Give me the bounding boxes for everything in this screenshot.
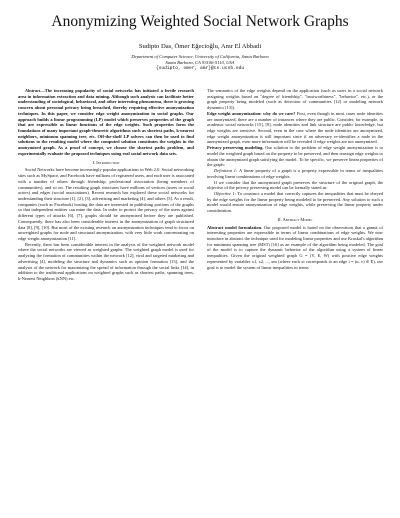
- abstract: [18, 88, 194, 157]
- why-care-label: Edge weight anonymization: why do we care?: [207, 110, 296, 116]
- right-paragraph-why-care: [207, 111, 383, 145]
- model-label: Abstract model formulation.: [207, 224, 263, 230]
- affiliation: [0, 54, 400, 72]
- objective-label: Objective 1:: [214, 190, 237, 196]
- right-paragraph-4: If we consider that the anonymized graph preserves the structure of the original graph, the objective of the privacy preserving model can be formally stated as:: [207, 179, 383, 191]
- why-care-text: First, even though in most cases node identities are anonymized, there are a number of instances where they are public. Consider, for example, in academic social networks [15], [9], node identities and link structure are public knowledge, but edge weights are sensitive. Second, even in the case where the node identities are anonymized, edge weight anonymization is still important since if an adversary re-identifies a node in the anonymized graph, even more information will be revealed if edge weights are not anonymized.: [207, 110, 383, 145]
- right-column: [207, 88, 383, 270]
- definition-1: [207, 168, 383, 179]
- author-emails: {sudipto, omer, amr}@cs.ucsb.edu: [155, 66, 245, 71]
- right-paragraph-1: The semantics of the edge weights depend on the application (such as users in a social network assigning weights based on "degree of friendship", "trustworthiness", "behavior", etc.), or the graph property being modeled (such as detection of communities [12] or modeling network dynamics [13]).: [207, 88, 383, 111]
- left-column: [18, 88, 194, 282]
- definition-label: Definition 1:: [214, 168, 238, 174]
- modeling-text: Our solution to the problem of edge weight anonymization is to model the weighted graph based on the property to be preserved, and then reassign edge weights to obtain the anonymized graph satisfying the model. To be specific, we preserve linear properties of the graph:: [207, 145, 384, 168]
- intro-paragraph-2: Recently, there has been considerable interest in the analysis of the weighted network model where the social networks are viewed as weighted graphs. The weighted graph model is used for analyzing the formation of communities within the network [12], viral and targeted marketing and advertising [4], modeling the structure and dynamics such as opinion formation [13], and the analysis of the network for maximizing the spread of information through the social links [14], in addition to the traditional applications on weighted graphs such as shortest paths, spanning trees, k-Nearest Neighbors (kNN) etc.: [18, 241, 194, 281]
- paper-title: Anonymizing Weighted Social Network Graphs: [51, 13, 349, 30]
- section-heading-introduction: I. Introduction: [92, 159, 120, 165]
- section-heading-abstract-model: II. Abstract Model: [277, 216, 313, 222]
- model-text: Our proposed model is based on the observation that a gamut of interesting properties are expressible in terms of linear combinations of edge weights. We now introduce in abstract the technique used for modeling linear properties and use Kruskal's algorithm for minimum spanning tree (MST) [16] as an example of the algorithm being modeled. The goal of the model is to capture the dynamic behavior of the algorithm using a system of linear inequalities. Given the original weighted graph G = (V, E, W) with positive edge weights represented by variables x1, x2, ..., xm (where each xi corresponds to an edge i = (u, v) ∈ E), our goal is to model the system of linear inequalities in terms: [207, 224, 383, 270]
- objective-1: [207, 191, 383, 214]
- affiliation-department: Department of Computer Science, University of California, Santa Barbara: [131, 54, 269, 59]
- authors-line: Sudipto Das, Ömer Eğecioğlu, Amr El Abbadi: [138, 43, 262, 50]
- intro-paragraph-1: Social Networks have become increasingly popular applications in Web 2.0. Social networking sites such as MySpace, and Facebook have millions of registered users, and each user is associated with a number of others through friendship, professional association (being members of communities), and so on. The resulting graph structures have millions of vertices (users or social actors) and edges (social associations). Recent research has explored these social networks for understanding their structure [1], [2], [3], advertising and marketing [4], and others [5]. As a result, companies (such as Facebook) hosting the data are interested in publishing portions of the graphs so that independent entities can mine the data. In order to protect the privacy of the users against different types of attacks [6], [7], graphs should be anonymized before they are published. Consequently, there has also been considerable interest in the anonymization of graph structured data [8], [9], [10]. But most of the existing research on anonymization techniques tend to focus on unweighted graphs for node and structural anonymization, with very little work concentrating on edge weight anonymization [11].: [18, 167, 194, 241]
- affiliation-address: Santa Barbara, CA 93106-5110, USA: [165, 60, 235, 65]
- modeling-label: Privacy preserving modeling.: [207, 145, 264, 151]
- right-paragraph-modeling: [207, 145, 383, 168]
- right-paragraph-model: [207, 225, 383, 271]
- definition-text: A linear property of a graph is a property expressible in terms of inequalities involving linear combinations of edge weights.: [207, 168, 383, 179]
- abstract-label: Abstract: [25, 88, 41, 93]
- abstract-text: —The increasing popularity of social networks has initiated a fertile research area in information extraction and data mining. Although such analysis can facilitate better understanding of sociological, behavioral, and other interesting phenomena, there is growing concern about personal privacy being breached, thereby requiring effective anonymization techniques. In this paper, we consider edge weight anonymization in social graphs. Our approach builds a linear programming (LP) model which preserves properties of the graph that are expressible as linear functions of the edge weights. Such properties form the foundations of many important graph-theoretic algorithms such as shortest paths, k-nearest neighbors, minimum spanning tree, etc. Off-the-shelf LP solvers can then be used to find solutions to the resulting model where the computed solution constitutes the weights in the anonymized graph. As a proof of concept, we choose the shortest paths problem, and experimentally evaluate the proposed techniques using real social network data sets.: [18, 88, 194, 156]
- objective-text: To construct a model that correctly captures the inequalities that must be obeyed by the edge weights for the linear property being modeled to be preserved. Any solution to such a model would ensure anonymization of edge weights, while preserving the linear property under consideration.: [207, 190, 383, 214]
